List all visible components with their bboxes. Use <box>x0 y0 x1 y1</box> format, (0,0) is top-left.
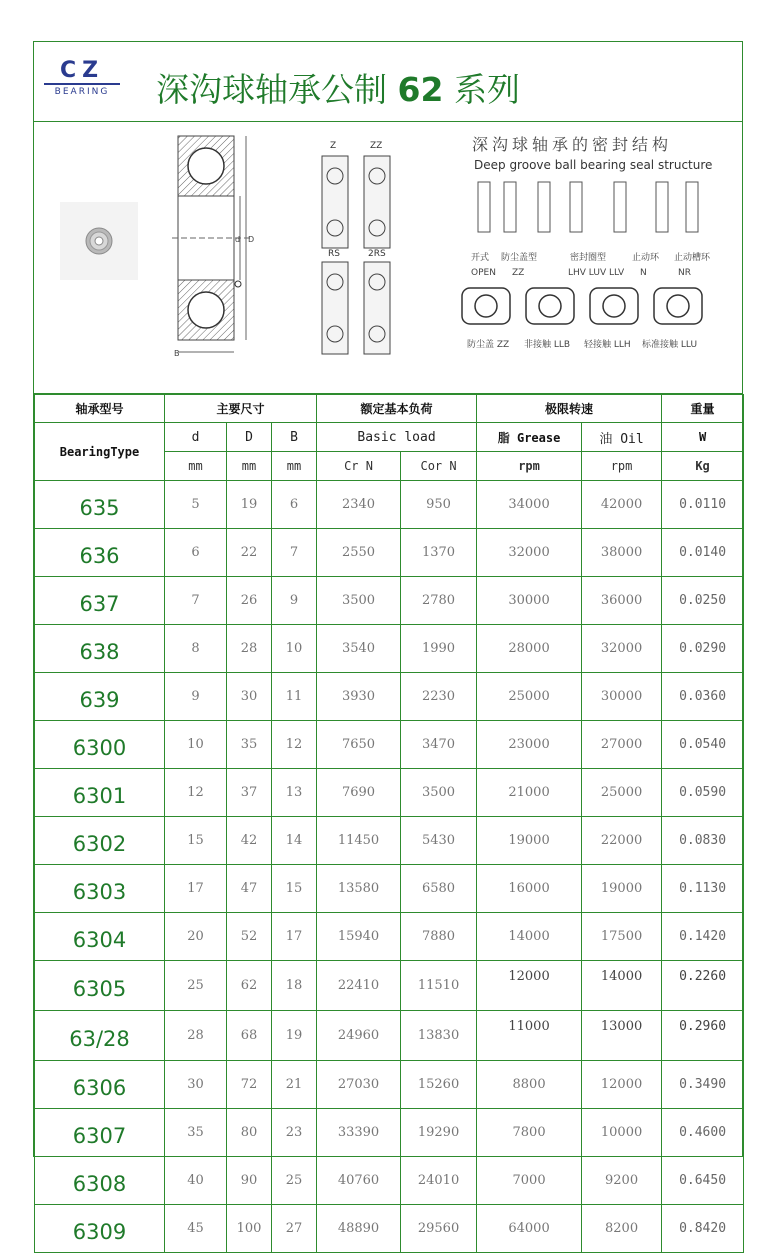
cell-cr: 3540 <box>317 625 401 673</box>
cell-type: 6301 <box>35 769 165 817</box>
cell-w: 0.1420 <box>662 913 744 961</box>
cell-grease: 25000 <box>477 673 582 721</box>
unit-cr: Cr N <box>317 452 401 481</box>
header-row-2 <box>35 423 744 452</box>
cell-cr: 7650 <box>317 721 401 769</box>
col-weight: 重量 <box>662 395 744 423</box>
seal-en-open: OPEN <box>471 268 496 278</box>
cell-w: 0.4600 <box>662 1109 744 1157</box>
col-grease: 脂 Grease <box>477 423 582 452</box>
cell-B: 15 <box>272 865 317 913</box>
cell-d: 12 <box>165 769 227 817</box>
cell-w: 0.0540 <box>662 721 744 769</box>
seal-cn-open: 开式 <box>471 253 490 263</box>
cell-type: 6302 <box>35 817 165 865</box>
cell-D: 22 <box>227 529 272 577</box>
table-row <box>35 577 744 625</box>
logo-rule <box>44 83 120 85</box>
col-basic-load: Basic load <box>317 423 477 452</box>
seal-types-drawing <box>464 176 714 246</box>
unit-B: mm <box>272 452 317 481</box>
cell-w: 0.0590 <box>662 769 744 817</box>
col-limit-speed: 极限转速 <box>477 395 662 423</box>
bearing-cross-section <box>172 130 262 362</box>
cell-type: 6306 <box>35 1061 165 1109</box>
shield-label-zz: ZZ <box>370 141 383 151</box>
cell-type: 6305 <box>35 961 165 1011</box>
cell-type: 638 <box>35 625 165 673</box>
cell-B: 18 <box>272 961 317 1011</box>
cell-D: 100 <box>227 1205 272 1253</box>
col-rated-load: 额定基本负荷 <box>317 395 477 423</box>
cell-d: 9 <box>165 673 227 721</box>
header <box>34 42 742 122</box>
cell-cr: 7690 <box>317 769 401 817</box>
cell-w: 0.6450 <box>662 1157 744 1205</box>
col-D: D <box>227 423 272 452</box>
cell-cor: 19290 <box>401 1109 477 1157</box>
title-series: 62 <box>397 70 444 109</box>
table-row <box>35 769 744 817</box>
cell-oil: 42000 <box>582 481 662 529</box>
spec-sheet <box>33 41 743 1244</box>
cell-type: 6304 <box>35 913 165 961</box>
table-row <box>35 673 744 721</box>
cell-B: 23 <box>272 1109 317 1157</box>
cell-oil: 13000 <box>582 1011 662 1061</box>
header-row-1 <box>35 395 744 423</box>
cell-oil: 27000 <box>582 721 662 769</box>
cell-B: 11 <box>272 673 317 721</box>
unit-D: mm <box>227 452 272 481</box>
cell-d: 35 <box>165 1109 227 1157</box>
cell-grease: 32000 <box>477 529 582 577</box>
cell-cor: 13830 <box>401 1011 477 1061</box>
cell-w: 0.2960 <box>662 1011 744 1061</box>
cell-cr: 2550 <box>317 529 401 577</box>
cell-w: 0.0140 <box>662 529 744 577</box>
cell-w: 0.1130 <box>662 865 744 913</box>
seal-profile-llh: 轻接触 LLH <box>584 340 631 350</box>
cell-cr: 2340 <box>317 481 401 529</box>
cell-oil: 32000 <box>582 625 662 673</box>
cell-d: 10 <box>165 721 227 769</box>
cell-B: 7 <box>272 529 317 577</box>
seal-cn-nr: 止动槽环 <box>674 253 711 263</box>
cell-type: 637 <box>35 577 165 625</box>
cell-w: 0.0290 <box>662 625 744 673</box>
cell-type: 6300 <box>35 721 165 769</box>
cell-d: 6 <box>165 529 227 577</box>
table-row <box>35 1061 744 1109</box>
table-row <box>35 625 744 673</box>
cell-cor: 7880 <box>401 913 477 961</box>
cell-D: 62 <box>227 961 272 1011</box>
cell-D: 90 <box>227 1157 272 1205</box>
cell-w: 0.8420 <box>662 1205 744 1253</box>
table-row <box>35 961 744 1011</box>
seal-profile-llu: 标准接触 LLU <box>642 340 698 350</box>
cell-D: 68 <box>227 1011 272 1061</box>
cell-cor: 11510 <box>401 961 477 1011</box>
title-suffix: 系列 <box>453 70 520 109</box>
cell-cr: 24960 <box>317 1011 401 1061</box>
cell-type: 636 <box>35 529 165 577</box>
cell-grease: 8800 <box>477 1061 582 1109</box>
cell-type: 639 <box>35 673 165 721</box>
cell-D: 80 <box>227 1109 272 1157</box>
col-bearing-type-cn: 轴承型号 <box>35 395 165 423</box>
title-prefix: 深沟球轴承公制 <box>156 70 387 109</box>
shield-label-rs: RS <box>328 249 340 259</box>
cell-grease: 7000 <box>477 1157 582 1205</box>
cell-B: 25 <box>272 1157 317 1205</box>
table-row <box>35 913 744 961</box>
cell-oil: 19000 <box>582 865 662 913</box>
cell-cor: 2230 <box>401 673 477 721</box>
cell-D: 30 <box>227 673 272 721</box>
dim-label-d: d <box>235 235 241 244</box>
cell-d: 8 <box>165 625 227 673</box>
cell-cor: 24010 <box>401 1157 477 1205</box>
table-row <box>35 1157 744 1205</box>
cell-d: 20 <box>165 913 227 961</box>
cell-B: 10 <box>272 625 317 673</box>
cell-grease: 28000 <box>477 625 582 673</box>
cell-oil: 12000 <box>582 1061 662 1109</box>
bearing-photo <box>60 202 138 280</box>
cell-cor: 3470 <box>401 721 477 769</box>
seal-structure-subtitle: Deep groove ball bearing seal structure <box>474 158 713 172</box>
seal-en-nr: NR <box>678 268 691 278</box>
logo-mark: CZ <box>59 58 105 83</box>
cell-w: 0.0250 <box>662 577 744 625</box>
cell-oil: 17500 <box>582 913 662 961</box>
unit-w: Kg <box>662 452 744 481</box>
cell-oil: 38000 <box>582 529 662 577</box>
cell-cr: 15940 <box>317 913 401 961</box>
table-row <box>35 1205 744 1253</box>
cell-cr: 40760 <box>317 1157 401 1205</box>
cell-oil: 30000 <box>582 673 662 721</box>
cell-D: 42 <box>227 817 272 865</box>
cell-B: 12 <box>272 721 317 769</box>
cell-grease: 11000 <box>477 1011 582 1061</box>
cell-B: 9 <box>272 577 317 625</box>
cell-cr: 27030 <box>317 1061 401 1109</box>
table-row <box>35 817 744 865</box>
seal-en-n: N <box>640 268 647 278</box>
cell-grease: 7800 <box>477 1109 582 1157</box>
cell-oil: 8200 <box>582 1205 662 1253</box>
cell-grease: 64000 <box>477 1205 582 1253</box>
cell-grease: 30000 <box>477 577 582 625</box>
cell-grease: 19000 <box>477 817 582 865</box>
cell-grease: 21000 <box>477 769 582 817</box>
cell-D: 35 <box>227 721 272 769</box>
cell-d: 7 <box>165 577 227 625</box>
col-d: d <box>165 423 227 452</box>
shield-label-2rs: 2RS <box>368 249 386 259</box>
cell-grease: 34000 <box>477 481 582 529</box>
cell-w: 0.3490 <box>662 1061 744 1109</box>
col-oil: 油 Oil <box>582 423 662 452</box>
cell-cr: 3930 <box>317 673 401 721</box>
shield-types-drawing <box>318 136 398 362</box>
cell-oil: 22000 <box>582 817 662 865</box>
cell-w: 0.0830 <box>662 817 744 865</box>
col-w: W <box>662 423 744 452</box>
cell-oil: 36000 <box>582 577 662 625</box>
cell-oil: 9200 <box>582 1157 662 1205</box>
cell-B: 17 <box>272 913 317 961</box>
cell-cor: 2780 <box>401 577 477 625</box>
table-row <box>35 481 744 529</box>
cell-D: 26 <box>227 577 272 625</box>
cell-w: 0.2260 <box>662 961 744 1011</box>
seal-cn-sealed: 密封圈型 <box>570 253 607 263</box>
cell-type: 6303 <box>35 865 165 913</box>
page-title <box>156 64 520 111</box>
cell-cor: 5430 <box>401 817 477 865</box>
cell-type: 63/28 <box>35 1011 165 1061</box>
cell-cr: 48890 <box>317 1205 401 1253</box>
cell-cor: 6580 <box>401 865 477 913</box>
table-row <box>35 529 744 577</box>
cell-type: 6307 <box>35 1109 165 1157</box>
cell-cr: 3500 <box>317 577 401 625</box>
cell-type: 6308 <box>35 1157 165 1205</box>
cell-B: 13 <box>272 769 317 817</box>
cell-d: 25 <box>165 961 227 1011</box>
seal-profile-llb: 非接触 LLB <box>524 340 571 350</box>
cell-oil: 25000 <box>582 769 662 817</box>
cell-D: 37 <box>227 769 272 817</box>
col-B: B <box>272 423 317 452</box>
seal-profile-zz: 防尘盖 ZZ <box>467 340 510 350</box>
cell-d: 45 <box>165 1205 227 1253</box>
seal-cn-n: 止动环 <box>632 253 660 263</box>
cell-D: 52 <box>227 913 272 961</box>
cell-d: 28 <box>165 1011 227 1061</box>
seal-en-zz: ZZ <box>512 268 525 278</box>
table-row <box>35 1109 744 1157</box>
seal-cn-zz: 防尘盖型 <box>501 253 538 263</box>
cell-grease: 16000 <box>477 865 582 913</box>
cz-bearing-logo <box>44 60 120 97</box>
cell-d: 30 <box>165 1061 227 1109</box>
unit-oil: rpm <box>582 452 662 481</box>
seal-profiles-drawing <box>458 284 728 334</box>
unit-d: mm <box>165 452 227 481</box>
cell-d: 15 <box>165 817 227 865</box>
cell-cr: 22410 <box>317 961 401 1011</box>
dim-label-D: D <box>248 235 255 244</box>
cell-cr: 11450 <box>317 817 401 865</box>
shield-label-z: Z <box>330 141 337 151</box>
seal-en-lhv: LHV LUV LLV <box>568 268 625 278</box>
cell-type: 6309 <box>35 1205 165 1253</box>
unit-grease: rpm <box>477 452 582 481</box>
cell-B: 21 <box>272 1061 317 1109</box>
specs-table <box>34 394 744 1253</box>
cell-grease: 12000 <box>477 961 582 1011</box>
cell-D: 72 <box>227 1061 272 1109</box>
cell-D: 47 <box>227 865 272 913</box>
cell-cr: 33390 <box>317 1109 401 1157</box>
col-main-dimensions: 主要尺寸 <box>165 395 317 423</box>
cell-cor: 1990 <box>401 625 477 673</box>
table-body <box>35 481 744 1253</box>
cell-grease: 23000 <box>477 721 582 769</box>
table-row <box>35 865 744 913</box>
cell-cor: 950 <box>401 481 477 529</box>
cell-D: 28 <box>227 625 272 673</box>
dim-label-b: B <box>174 349 180 358</box>
cell-B: 6 <box>272 481 317 529</box>
cell-B: 27 <box>272 1205 317 1253</box>
cell-type: 635 <box>35 481 165 529</box>
cell-d: 17 <box>165 865 227 913</box>
table-row <box>35 721 744 769</box>
table-row <box>35 1011 744 1061</box>
cell-grease: 14000 <box>477 913 582 961</box>
col-bearing-type-en: BearingType <box>35 423 165 481</box>
logo-sub: BEARING <box>54 87 110 97</box>
cell-B: 14 <box>272 817 317 865</box>
diagram-area <box>34 122 742 394</box>
seal-structure-title: 深沟球轴承的密封结构 <box>472 135 673 154</box>
cell-oil: 10000 <box>582 1109 662 1157</box>
cell-cor: 1370 <box>401 529 477 577</box>
cell-w: 0.0360 <box>662 673 744 721</box>
unit-cor: Cor N <box>401 452 477 481</box>
cell-d: 40 <box>165 1157 227 1205</box>
cell-cor: 15260 <box>401 1061 477 1109</box>
cell-B: 19 <box>272 1011 317 1061</box>
cell-cor: 3500 <box>401 769 477 817</box>
cell-oil: 14000 <box>582 961 662 1011</box>
cell-D: 19 <box>227 481 272 529</box>
cell-cr: 13580 <box>317 865 401 913</box>
cell-w: 0.0110 <box>662 481 744 529</box>
cell-cor: 29560 <box>401 1205 477 1253</box>
cell-d: 5 <box>165 481 227 529</box>
